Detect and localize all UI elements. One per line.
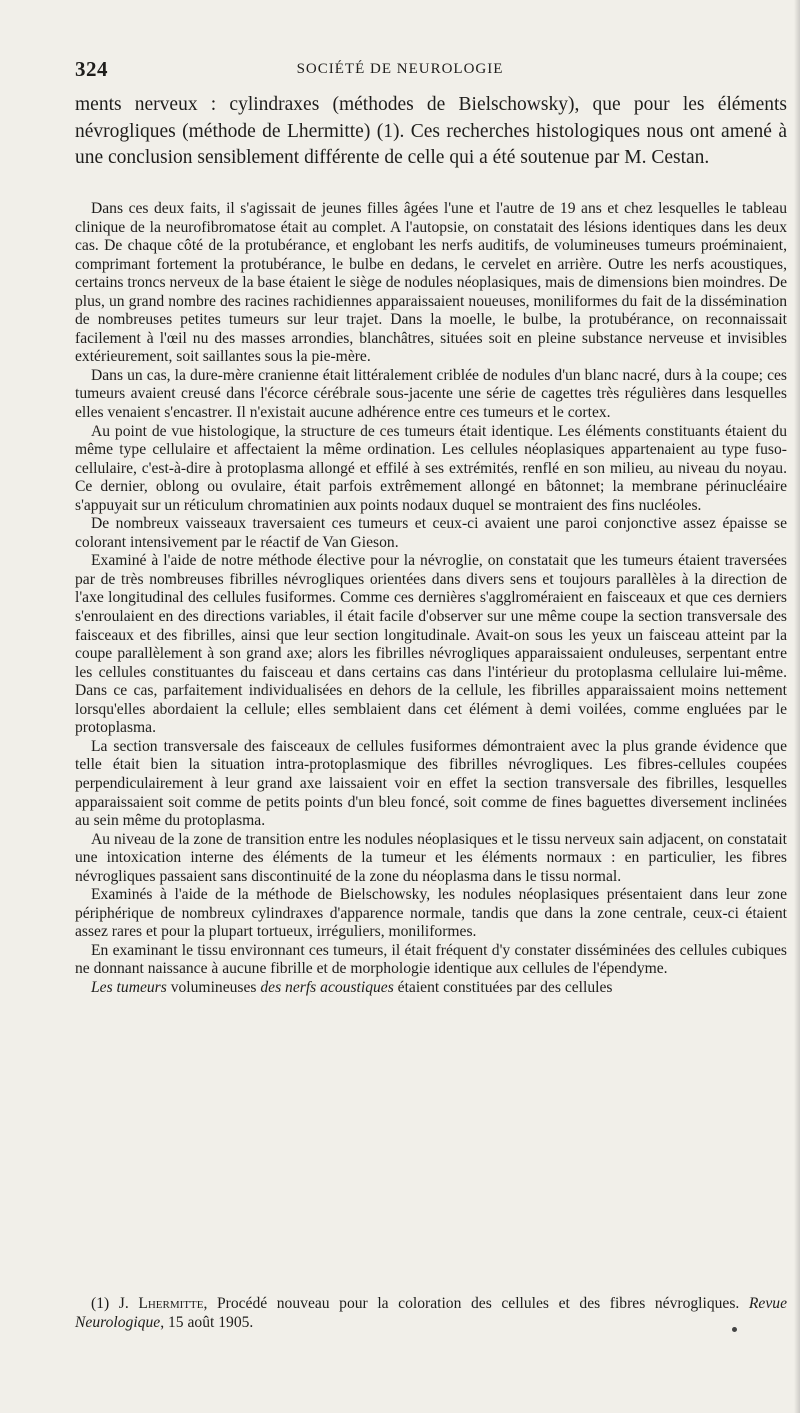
paragraph: Examiné à l'aide de notre méthode élective pour la névroglie, on constatait que les tumeurs étaient traversées par de très nombreuses fibrilles névrogliques orientées dans divers sens et toujours parallèles à la direction de l'axe longitudinal des cellules fusiformes. Comme ces dernières s'agglroméraient en faisceaux et que ces derniers s'enroulaient en des directions variables, il était facile d'observer sur une même coupe la section transversale des faisceaux et des fibrilles, ainsi que leur section longitudinale. Avait-on sous les yeux un faisceau atteint par la coupe parallèlement à son grand axe; alors les fibrilles névrogliques apparaissaient onduleuses, serpentant entre les cellules constituantes du faisceau et dans certains cas dans l'intérieur du protoplasma cellulaire lui-même. Dans ce cas, parfaitement individualisées en dehors de la cellule, les fibrilles apparaissaient moins nettement lorsqu'elles abordaient la cellule; elles semblaient dans cet élément à demi voilées, comme engluées par le protoplasma. — [75, 552, 787, 737]
page-edge-shadow — [794, 0, 800, 1413]
paragraph-last — [75, 979, 787, 998]
paragraph: Examinés à l'aide de la méthode de Bielschowsky, les nodules néoplasiques présentaient dans leur zone périphérique de nombreux cylindraxes d'apparence normale, tandis que dans la zone centrale, ceux-ci étaient assez rares et pour la plupart tortueux, irréguliers, moniliformes. — [75, 886, 787, 941]
footnote-date: , 15 août 1905. — [160, 1313, 254, 1331]
footnote-marker: (1) J. — [91, 1295, 139, 1312]
footnote-author: Lhermitte — [138, 1295, 204, 1312]
paragraph: Au niveau de la zone de transition entre les nodules néoplasiques et le tissu nerveux sain adjacent, on constatait une intoxication interne des éléments de la tumeur et les éléments normaux : en particulier, les fibres névrogliques passaient sans discontinuité de la zone du néoplasma dans le tissu normal. — [75, 830, 787, 885]
lead-paragraph-block — [75, 92, 787, 172]
paragraph: De nombreux vaisseaux traversaient ces tumeurs et ceux-ci avaient une paroi conjonctive assez épaisse se colorant intensivement par le réactif de Van Gieson. — [75, 515, 787, 551]
paragraph: Dans ces deux faits, il s'agissait de jeunes filles âgées l'une et l'autre de 19 ans et chez lesquelles le tableau clinique de la neurofibromatose était au complet. A l'autopsie, on constatait des lésions identiques dans les deux cas. De chaque côté de la protubérance, et englobant les nerfs auditifs, de volumineuses tumeurs proéminaient, comprimant fortement la protubérance, le bulbe en dedans, le cervelet en arrière. Outre les nerfs acoustiques, certains troncs nerveux de la base étaient le siège de nodules néoplasiques, mais de dimensions bien moindres. De plus, un grand nombre des racines rachidiennes apparaissaient noueuses, moniliformes du fait de la dissémination de nombreuses petites tumeurs sur leur trajet. Dans la moelle, le bulbe, la protubérance, on reconnaissait facilement à l'œil nu des masses arrondies, blanchâtres, situées soit en pleine substance nerveuse et invisibles extérieurement, soit saillantes sous la pie-mère. — [75, 200, 787, 366]
footnote — [75, 1295, 787, 1333]
paragraph: La section transversale des faisceaux de cellules fusiformes démontraient avec la plus grande évidence que telle était bien la situation intra-protoplasmique des fibrilles névrogliques. Les fibres-cellules coupées perpendiculairement à leur grand axe laissaient voir en effet la section transversale des fibrilles, lesquelles apparaissaient soit comme de petits points d'un bleu foncé, soit comme de fines baguettes diversement inclinées au sein même du protoplasma. — [75, 737, 787, 830]
italic-text: Les tumeurs — [91, 978, 167, 996]
footnote-journal: Revue Neurologique — [75, 1295, 787, 1331]
paragraph: Au point de vue histologique, la structure de ces tumeurs était identique. Les éléments constituants étaient du même type cellulaire et affectaient la même ordination. Les cellules néoplasiques appartenaient au type fuso-cellulaire, c'est-à-dire à protoplasma allongé et effilé à ses extrémités, renflé en son milieu, au niveau du noyau. Ce dernier, oblong ou ovulaire, était parfois extrêmement allongé en bâtonnet; la membrane périnucléaire s'appuyait sur un réticulum chromatinien aux points nodaux duquel se montraient des fins nucléoles. — [75, 422, 787, 514]
lead-paragraph: ments nerveux : cylindraxes (méthodes de Bielschowsky), que pour les éléments névrogliques (méthode de Lhermitte) (1). Ces recherches histologiques nous ont amené à une conclusion sensiblement différente de celle qui a été soutenue par M. Cestan. — [75, 94, 787, 168]
paragraph: Dans un cas, la dure-mère cranienne était littéralement criblée de nodules d'un blanc nacré, durs à la coupe; ces tumeurs avaient creusé dans l'écorce cérébrale sous-jacente une série de cagettes très régulières dans lesquelles elles venaient s'encastrer. Il n'existait aucune adhérence entre ces tumeurs et le cortex. — [75, 366, 787, 422]
paragraph: En examinant le tissu environnant ces tumeurs, il était fréquent d'y constater disséminées des cellules cubiques ne donnant naissance à aucune fibrille et de morphologie identique aux cellules de l'épendyme. — [75, 941, 787, 978]
footnote-body: , Procédé nouveau pour la coloration des cellules et des fibres névrogliques. — [203, 1295, 749, 1312]
page-header — [0, 57, 800, 81]
footnote-text — [75, 1295, 787, 1333]
text-run: étaient constituées par des cellules — [393, 978, 613, 996]
main-text — [75, 200, 787, 998]
ink-spot — [732, 1327, 737, 1332]
running-head: SOCIÉTÉ DE NEUROLOGIE — [296, 61, 504, 77]
page-number: 324 — [75, 57, 108, 81]
italic-text: des nerfs acoustiques — [260, 978, 394, 996]
text-run: volumineuses — [166, 978, 261, 996]
